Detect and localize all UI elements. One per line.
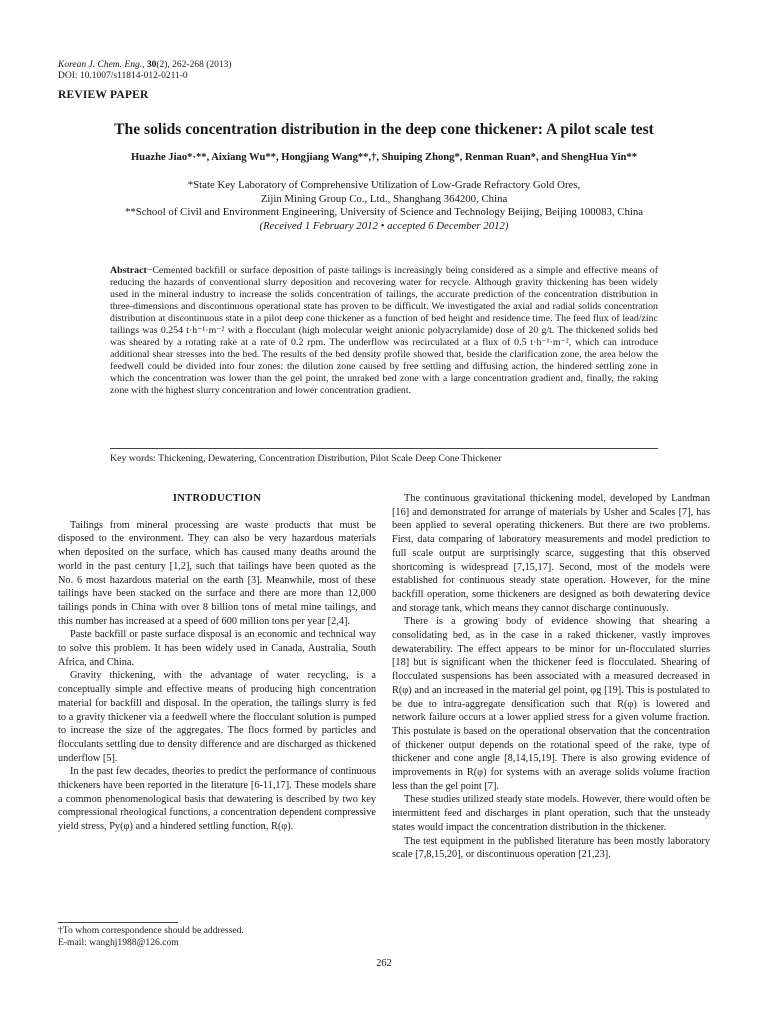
page-number: 262 xyxy=(376,958,392,969)
paragraph: These studies utilized steady state models. However, there would often be intermittent feed and discharges in plant operation, such that the unsteady states would impact the concentration distribution in the thickener. xyxy=(392,794,710,833)
left-column xyxy=(58,492,376,834)
email: E-mail: wanghj1988@126.com xyxy=(58,937,179,948)
paper-title: The solids concentration distribution in the deep cone thickener: A pilot scale test xyxy=(114,121,654,138)
affiliation-line: Zijin Mining Group Co., Ltd., Shanghang 364200, China xyxy=(260,192,508,205)
affiliation-line: **School of Civil and Environment Engineering, University of Science and Technology Beijing, Beijing 100083, China xyxy=(124,206,644,219)
footnote-divider xyxy=(58,922,178,923)
paper-type: REVIEW PAPER xyxy=(58,89,149,101)
journal-citation: Korean J. Chem. Eng., 30(2), 262-268 (2013) xyxy=(58,60,232,70)
paragraph: There is a growing body of evidence showing that shearing a consolidating bed, as in the case in a raked thickener, vastly improves dewaterability. The effect appears to be minor for un-flocculated slurries [18] but is significant when the thickener feed is flocculated. Shearing of flocculated suspensions has been associated with a measured decreased in R(φ) and an increased in the material gel point, φg [19]. This is postulated to be due to intra-aggregate densification such that R(φ) is lowered and network failure occurs at a lower applied stress for a given volume fraction. This postulate is based on the operational observation that the concentration of thickener output depends on the rotational speed of the rake, type of thickener and cone angle [8,14,15,19]. There is also growing evidence of improvements in R(φ) for systems with an average solids volume fraction less than the gel point [7]. xyxy=(392,616,710,792)
abstract-divider xyxy=(110,448,658,449)
abstract-label: Abstract xyxy=(110,265,147,276)
journal-volume: 30 xyxy=(146,60,157,70)
paragraph: In the past few decades, theories to predict the performance of continuous thickeners have been reported in the literature [6-11,17]. These models share a common phenomenological basis that dewatering is described by two key compressional rheological functions, a concentration dependent compressive yield stress, Py(φ) and a hindered settling function, R(φ). xyxy=(58,766,376,833)
paragraph: Gravity thickening, with the advantage of water recycling, is a conceptually simple and effective means of producing high concentration material for backfill and disposal. In the operation, the tailings slurry is fed to a gravity thickener via a feedwell where the flocculant solution is pumped to increase the size of the aggregates. The flocs formed by particles and flocculants settling due to density difference and are discharged as thickened underflow [5]. xyxy=(58,670,376,764)
abstract xyxy=(110,265,658,398)
footnote xyxy=(58,925,376,949)
paragraph: Paste backfill or paste surface disposal is an economic and technical way to solve this problem. It has been widely used in Canada, Australia, South Africa, and China. xyxy=(58,629,376,668)
affiliations xyxy=(40,179,728,233)
author-list: Huazhe Jiao*·**, Aixiang Wu**, Hongjiang Wang**,†, Shuiping Zhong*, Renman Ruan*, and ShengHua Yin** xyxy=(130,152,638,163)
journal-name: Korean J. Chem. Eng. xyxy=(58,60,143,70)
correspondence-note: †To whom correspondence should be addressed. xyxy=(58,925,244,936)
journal-issue-pages: (2), 262-268 (2013) xyxy=(156,60,232,70)
paragraph: The continuous gravitational thickening model, developed by Landman [16] and demonstrated for arrange of materials by Usher and Scales [7], has been applied to several operating thickeners. But there are two problems. First, data comparing of laboratory measurements and model prediction to full scale output are surprisingly scarce, suggesting that this observed shortcoming is widespread [7,15,17]. Second, most of the models were established for continuous steady state operation. However, for the mine backfill operation, some thickeners are designed as both dewatering device and storage tank, which means they cannot discharge continuously. xyxy=(392,493,710,614)
right-column xyxy=(392,492,710,862)
paragraph: The test equipment in the published literature has been mostly laboratory scale [7,8,15,20], or discontinuous operation [21,23]. xyxy=(392,835,710,861)
doi: DOI: 10.1007/s11814-012-0211-0 xyxy=(58,71,188,81)
keywords: Key words: Thickening, Dewatering, Concentration Distribution, Pilot Scale Deep Cone Thickener xyxy=(110,453,502,464)
received-dates: (Received 1 February 2012 • accepted 6 December 2012) xyxy=(259,219,509,232)
affiliation-line: *State Key Laboratory of Comprehensive Utilization of Low-Grade Refractory Gold Ores, xyxy=(187,179,581,191)
paragraph: Tailings from mineral processing are waste products that must be disposed to the environment. They can also be very hazardous materials when deposited on the surface, which has caused many deaths around the world in the past century [1,2], such that tailings have been quoted as the No. 6 most hazardous material on the earth [3]. Meanwhile, most of these tailings have been stacked on the surface and there are more than 12,000 tailings ponds in China with over 8 billion tons of metal mine tailings, and this number has increased at a speed of 600 million tons per year [2,4]. xyxy=(58,519,376,627)
section-heading-introduction: INTRODUCTION xyxy=(172,493,262,504)
abstract-text: −Cemented backfill or surface deposition of paste tailings is increasingly being considered as a simple and effective means of reducing the hazards of conventional slurry deposition and recovering water for recycle. Although gravity thickening has been widely used in the mineral industry to increase the solids concentration of tailings, the accurate prediction of the concentration distribution in three-dimensions and discontinuous operational state has proven to be difficult. We investigated the axial and radial solids concentration distribution at discontinuous state in a pilot deep cone thickener as a function of bed height and residence time. The feed flux of lead/zinc tailings was 0.254 t·h⁻¹·m⁻² with a flocculant (high molecular weight anionic polyacrylamide) dose of 20 g/t. The thickened solids bed was sheared by a rotating rake at a rate of 0.2 rpm. The underflow was recirculated at a flux of 0.5 t·h⁻¹·m⁻², which can introduce additional shear stresses into the bed. The results of the bed density profile showed that, beside the clarification zone, the area below the feedwell could be divided into four zones: the dilution zone caused by free settling and diffusing action, the hindered settling zone in which the concentration was lower than the gel point, the unraked bed zone with a large concentration gradient and, finally, the raking zone with the highest slurry concentration and lower concentration gradient. xyxy=(110,265,658,397)
